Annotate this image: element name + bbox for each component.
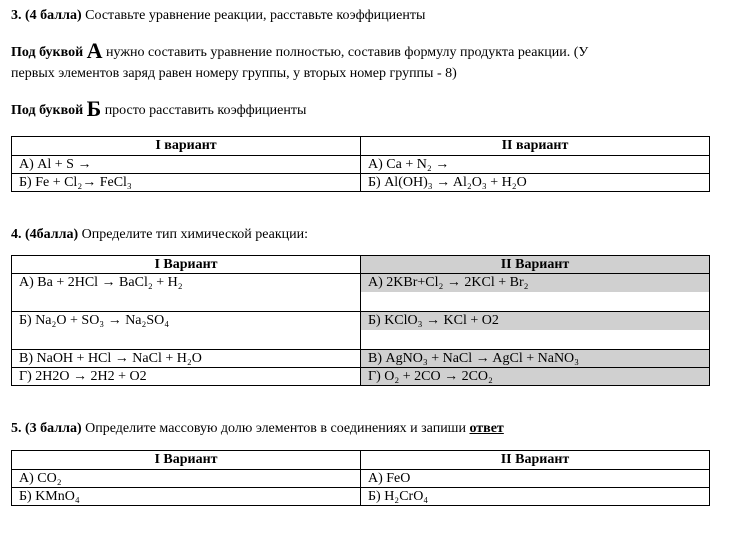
task3-partB-letter: Б — [86, 96, 102, 121]
task4-table — [11, 255, 710, 386]
task3-number: 3. (4 балла) — [11, 8, 82, 23]
task4-title-text: Определите тип химической реакции: — [78, 227, 309, 242]
task5-table — [11, 450, 710, 506]
task3-cell: Б) Al(OH)₃ → Al₂O₃ + H₂O — [361, 174, 710, 192]
task5-cell: Б) H₂CrO₄ — [361, 488, 710, 506]
task5-title-text: Определите массовую долю элементов в соединениях и запиши — [81, 421, 470, 436]
task3-partA-letter: А — [86, 38, 103, 63]
task5-col2-header: II Вариант — [361, 451, 710, 470]
task4-number: 4. (4балла) — [11, 227, 79, 242]
table-row — [12, 274, 710, 312]
table-row — [12, 156, 710, 174]
table-row — [12, 350, 710, 368]
task3-cell: Б) Fe + Cl₂→ FeCl₃ — [12, 174, 361, 192]
task4-cell-wrap — [361, 274, 710, 312]
task5-cell: А) FeO — [361, 470, 710, 488]
task4-col1-header: I Вариант — [12, 256, 361, 274]
task3-partA-line2: первых элементов заряд равен номеру группы, у вторых номер группы - 8) — [11, 66, 457, 81]
task3-header-row — [12, 137, 710, 156]
task4-cell: Б) KClO₃ → KCl + O2 — [361, 312, 709, 330]
task5-title — [11, 421, 504, 437]
table-row — [12, 174, 710, 192]
task4-cell: В) AgNO₃ + NaCl → AgCl + NaNO₃ — [361, 350, 710, 368]
task3-partA-prefix: Под буквой — [11, 45, 84, 60]
table-row — [12, 470, 710, 488]
task5-cell: А) CO₂ — [12, 470, 361, 488]
task4-cell: Б) Na₂O + SO₃ → Na₂SO₄ — [12, 312, 361, 350]
task5-cell: Б) KMnO₄ — [12, 488, 361, 506]
task4-cell: Г) 2H2O → 2H2 + O2 — [12, 368, 361, 386]
task3-partB-text: просто расставить коэффициенты — [101, 103, 307, 118]
task4-col2-header: II Вариант — [361, 256, 710, 274]
task5-answer-word: ответ — [469, 421, 504, 436]
task3-cell: А) Al + S → — [12, 156, 361, 174]
task3-partB-prefix: Под буквой — [11, 103, 84, 118]
task3-col1-header: I вариант — [12, 137, 361, 156]
task4-header-row — [12, 256, 710, 274]
task4-cell: А) Ba + 2HCl → BaCl₂ + H₂ — [12, 274, 361, 312]
task5-number: 5. (3 балла) — [11, 421, 82, 436]
task4-cell: А) 2KBr+Cl₂ → 2KCl + Br₂ — [361, 274, 709, 292]
task3-cell: А) Ca + N₂ → — [361, 156, 710, 174]
task3-title — [11, 8, 425, 24]
task4-cell-wrap — [361, 312, 710, 350]
task4-cell: Г) O₂ + 2CO → 2CO₂ — [361, 368, 710, 386]
task3-partA-text1: нужно составить уравнение полностью, составив формулу продукта реакции. (У — [102, 45, 589, 60]
table-row — [12, 368, 710, 386]
task3-partB — [11, 96, 307, 121]
task3-table — [11, 136, 710, 192]
task3-partA-line1 — [11, 38, 589, 63]
task3-title-text: Составьте уравнение реакции, расставьте коэффициенты — [81, 8, 426, 23]
table-row — [12, 312, 710, 350]
task4-cell: В) NaOH + HCl → NaCl + H₂O — [12, 350, 361, 368]
table-row — [12, 488, 710, 506]
task5-header-row — [12, 451, 710, 470]
task4-title — [11, 227, 308, 243]
task5-col1-header: I Вариант — [12, 451, 361, 470]
task3-col2-header: II вариант — [361, 137, 710, 156]
